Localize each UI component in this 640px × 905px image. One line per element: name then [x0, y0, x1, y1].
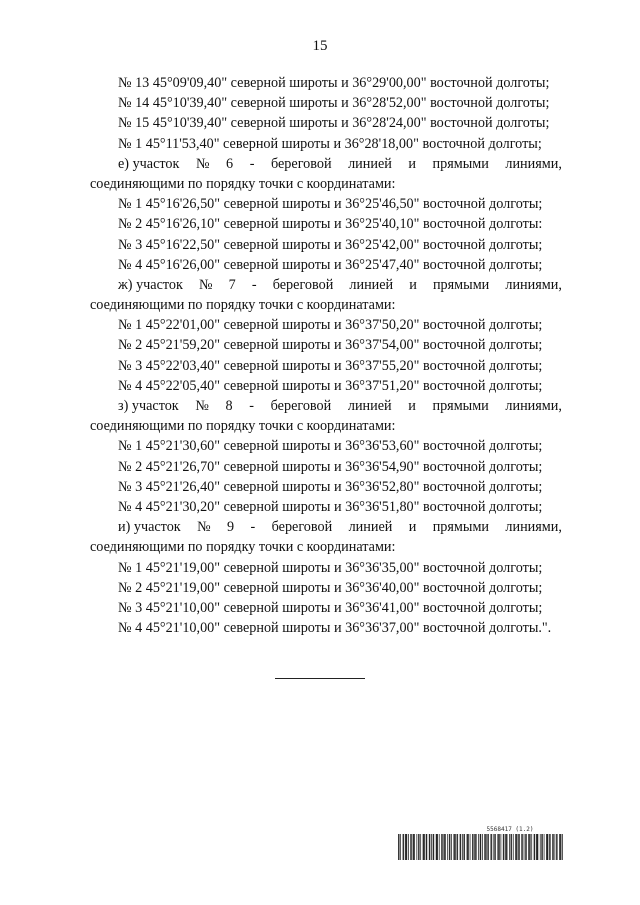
barcode-bar [509, 834, 510, 860]
coordinate-line: № 2 45°21'26,70" северной широты и 36°36'54,90" восточной долготы; [118, 458, 543, 475]
barcode-bar [462, 834, 463, 860]
barcode-bar [486, 834, 487, 860]
barcode-bar [400, 834, 401, 860]
barcode-bar [503, 834, 504, 860]
barcode-bar [473, 834, 474, 860]
heading-word: - [251, 276, 257, 293]
barcode-bar [470, 834, 471, 860]
barcode-bar [529, 834, 530, 860]
barcode-bar [406, 834, 407, 860]
coordinate-line: № 1 45°22'01,00" северной широты и 36°37'50,20" восточной долготы; [118, 317, 543, 334]
barcode-bar [467, 834, 468, 860]
heading-word: ж) участок [118, 276, 183, 293]
barcode-bar [449, 834, 450, 860]
barcode-bar [499, 834, 500, 860]
barcode-bar [478, 834, 479, 860]
coordinate-line: № 3 45°22'03,40" северной широты и 36°37'55,20" восточной долготы; [118, 357, 543, 374]
heading-word: № [195, 398, 209, 414]
barcode-bar [406, 834, 407, 860]
heading-word: 7 [228, 276, 236, 293]
barcode-bar [488, 834, 489, 860]
barcode-bar [531, 834, 532, 860]
coordinate-line: № 2 45°16'26,10" северной широты и 36°25'40,10" восточной долготы: [118, 216, 543, 233]
heading-word: № [197, 519, 211, 536]
barcode-bar [423, 834, 424, 860]
section-heading-line [90, 154, 562, 174]
heading-word: береговой [270, 398, 332, 414]
barcode-bar [493, 834, 494, 860]
barcode-bar [414, 834, 415, 860]
barcode-bar [506, 834, 507, 860]
barcode-bar [454, 834, 455, 860]
heading-word: № [195, 155, 210, 172]
section-heading-line [90, 517, 562, 537]
coordinate-line: № 3 45°21'10,00" северной широты и 36°36'41,00" восточной долготы; [118, 599, 543, 616]
barcode-bar [562, 834, 563, 860]
barcode-bar [547, 834, 548, 860]
barcode-bar [536, 834, 537, 860]
end-divider [275, 678, 365, 679]
barcode-bar [525, 834, 526, 860]
section-heading-line [90, 396, 562, 416]
coordinate-line: № 1 45°21'30,60" северной широты и 36°36'53,60" восточной долготы; [118, 438, 543, 455]
barcode-bar [516, 834, 517, 860]
barcode-bar [487, 834, 488, 860]
barcode-bar [472, 834, 473, 860]
barcode-bar [475, 834, 476, 860]
barcode-code: 5568417 (1.2) [486, 826, 534, 833]
barcode-bar [511, 834, 512, 860]
barcode-bar [467, 834, 468, 860]
barcode-bar [439, 834, 440, 860]
heading-word: прямыми [432, 276, 490, 293]
barcode-bar [464, 834, 465, 860]
barcode-bar [437, 834, 438, 860]
heading-word: прямыми [432, 398, 489, 414]
continuation-line: соединяющими по порядку точки с координатами: [90, 297, 396, 314]
document-body [90, 73, 562, 638]
barcode-bar [501, 834, 502, 860]
barcode-bar [399, 834, 400, 860]
heading-word: линией [348, 519, 393, 536]
coordinate-line: № 2 45°21'59,20" северной широты и 36°37'54,00" восточной долготы; [118, 337, 543, 354]
heading-word: линией [347, 398, 392, 414]
coordinate-line: № 4 45°21'30,20" северной широты и 36°36'51,80" восточной долготы; [118, 498, 543, 515]
barcode-bar [528, 834, 529, 860]
barcode [398, 834, 563, 860]
barcode-bar [420, 834, 421, 860]
barcode-bar [430, 834, 431, 860]
barcode-bar [491, 834, 492, 860]
barcode-bar [497, 834, 498, 860]
heading-word: прямыми [432, 519, 490, 536]
barcode-bar [540, 834, 541, 860]
coordinate-line: № 1 45°21'19,00" северной широты и 36°36'35,00" восточной долготы; [118, 559, 543, 576]
barcode-bar [556, 834, 557, 860]
barcode-bar [560, 834, 561, 860]
barcode-bar [522, 834, 523, 860]
barcode-bar [460, 834, 461, 860]
barcode-bar [413, 834, 414, 860]
heading-word: береговой [271, 519, 333, 536]
barcode-bar [423, 834, 424, 860]
continuation-line: соединяющими по порядку точки с координатами: [90, 418, 396, 435]
coordinate-line: № 1 45°11'53,40" северной широты и 36°28'18,00" восточной долготы; [118, 135, 542, 152]
barcode-bar [553, 834, 554, 860]
barcode-bar [437, 834, 438, 860]
barcode-bar [534, 834, 535, 860]
coordinate-line: № 4 45°21'10,00" северной широты и 36°36'37,00" восточной долготы.". [118, 620, 552, 637]
barcode-bar [484, 834, 485, 860]
barcode-bar [398, 834, 399, 860]
heading-word: линиями, [505, 276, 562, 293]
section-heading-line [90, 275, 562, 295]
heading-word: линией [349, 276, 394, 293]
heading-word: линией [348, 155, 392, 172]
barcode-bar [418, 834, 419, 860]
barcode-bar [450, 834, 451, 860]
barcode-bar [548, 834, 549, 860]
barcode-bar [426, 834, 427, 860]
barcode-bar [410, 834, 411, 860]
page-number: 15 [312, 38, 328, 54]
barcode-bar [541, 834, 542, 860]
barcode-bar [534, 834, 535, 860]
heading-word: береговой [270, 155, 332, 172]
barcode-bar [443, 834, 444, 860]
barcode-bar [447, 834, 448, 860]
continuation-line: соединяющими по порядку точки с координатами: [90, 175, 396, 192]
barcode-bar [561, 834, 562, 860]
barcode-bar [555, 834, 556, 860]
heading-word: береговой [272, 276, 334, 293]
barcode-bar [559, 834, 560, 860]
barcode-bar [460, 834, 461, 860]
barcode-bar [538, 834, 539, 860]
heading-word: 8 [225, 398, 233, 414]
barcode-bar [504, 834, 505, 860]
barcode-bar [537, 834, 538, 860]
barcode-bar [457, 834, 458, 860]
heading-word: з) участок [118, 398, 179, 414]
barcode-bar [552, 834, 553, 860]
heading-word: и [408, 519, 417, 536]
barcode-bar [417, 834, 418, 860]
barcode-bar [517, 834, 518, 860]
barcode-bar [427, 834, 428, 860]
barcode-bar [495, 834, 496, 860]
barcode-bar [557, 834, 558, 860]
barcode-bar [513, 834, 514, 860]
coordinate-line: № 4 45°16'26,00" северной широты и 36°25'47,40" восточной долготы; [118, 256, 543, 273]
barcode-bar [445, 834, 446, 860]
barcode-bar [505, 834, 506, 860]
coordinate-line: № 14 45°10'39,40" северной широты и 36°28'52,00" восточной долготы; [118, 95, 550, 112]
barcode-bar [457, 834, 458, 860]
barcode-bar [519, 834, 520, 860]
barcode-bar [408, 834, 409, 860]
barcode-bar [498, 834, 499, 860]
heading-word: № [199, 276, 213, 293]
barcode-bar [433, 834, 434, 860]
barcode-bar [455, 834, 456, 860]
barcode-bar [482, 834, 483, 860]
barcode-bar [485, 834, 486, 860]
coordinate-line: № 1 45°16'26,50" северной широты и 36°25'46,50" восточной долготы; [118, 196, 543, 213]
heading-word: и [409, 276, 417, 293]
barcode-bar [403, 834, 404, 860]
barcode-bar [518, 834, 519, 860]
barcode-bar [442, 834, 443, 860]
barcode-bar [521, 834, 522, 860]
barcode-bar [544, 834, 545, 860]
barcode-bar [405, 834, 406, 860]
barcode-bar [507, 834, 508, 860]
barcode-bar [468, 834, 469, 860]
barcode-bar [419, 834, 420, 860]
continuation-line: соединяющими по порядку точки с координатами: [90, 539, 396, 556]
barcode-bar [429, 834, 430, 860]
heading-word: е) участок [118, 155, 180, 172]
barcode-bar [474, 834, 475, 860]
barcode-bar [431, 834, 432, 860]
barcode-bar [515, 834, 516, 860]
barcode-bar [530, 834, 531, 860]
barcode-bar [480, 834, 481, 860]
coordinate-line: № 2 45°21'19,00" северной широты и 36°36'40,00" восточной долготы; [118, 579, 543, 596]
coordinate-line: № 4 45°22'05,40" северной широты и 36°37'51,20" восточной долготы; [118, 377, 543, 394]
heading-word: - [250, 519, 256, 536]
heading-word: линиями, [505, 155, 562, 172]
barcode-bar [481, 834, 482, 860]
barcode-bar [433, 834, 434, 860]
barcode-bar [441, 834, 442, 860]
coordinate-line: № 15 45°10'39,40" северной широты и 36°28'24,00" восточной долготы; [118, 115, 550, 132]
barcode-bar [451, 834, 452, 860]
heading-word: и) участок [118, 519, 181, 536]
barcode-bar [424, 834, 425, 860]
heading-word: линиями, [505, 398, 562, 414]
barcode-bar [549, 834, 550, 860]
barcode-bar [511, 834, 512, 860]
barcode-bar [524, 834, 525, 860]
heading-word: - [249, 155, 255, 172]
heading-word: 6 [226, 155, 234, 172]
barcode-bar [542, 834, 543, 860]
barcode-bar [436, 834, 437, 860]
heading-word: - [249, 398, 254, 414]
barcode-bar [411, 834, 412, 860]
heading-word: 9 [227, 519, 235, 536]
coordinate-line: № 3 45°21'26,40" северной широты и 36°36'52,80" восточной долготы; [118, 478, 543, 495]
barcode-bar [403, 834, 404, 860]
barcode-bar [550, 834, 551, 860]
heading-word: и [408, 155, 416, 172]
barcode-bar [494, 834, 495, 860]
coordinate-line: № 13 45°09'09,40" северной широты и 36°29'00,00" восточной долготы; [118, 75, 550, 91]
barcode-bar [491, 834, 492, 860]
barcode-bar [526, 834, 527, 860]
heading-word: и [408, 398, 416, 414]
heading-word: линиями, [505, 519, 562, 536]
barcode-bar [444, 834, 445, 860]
barcode-bar [454, 834, 455, 860]
barcode-bar [476, 834, 477, 860]
coordinate-line: № 3 45°16'22,50" северной широты и 36°25'42,00" восточной долготы; [118, 236, 543, 253]
heading-word: прямыми [432, 155, 489, 172]
barcode-bar [464, 834, 465, 860]
barcode-bar [546, 834, 547, 860]
barcode-bar [413, 834, 414, 860]
